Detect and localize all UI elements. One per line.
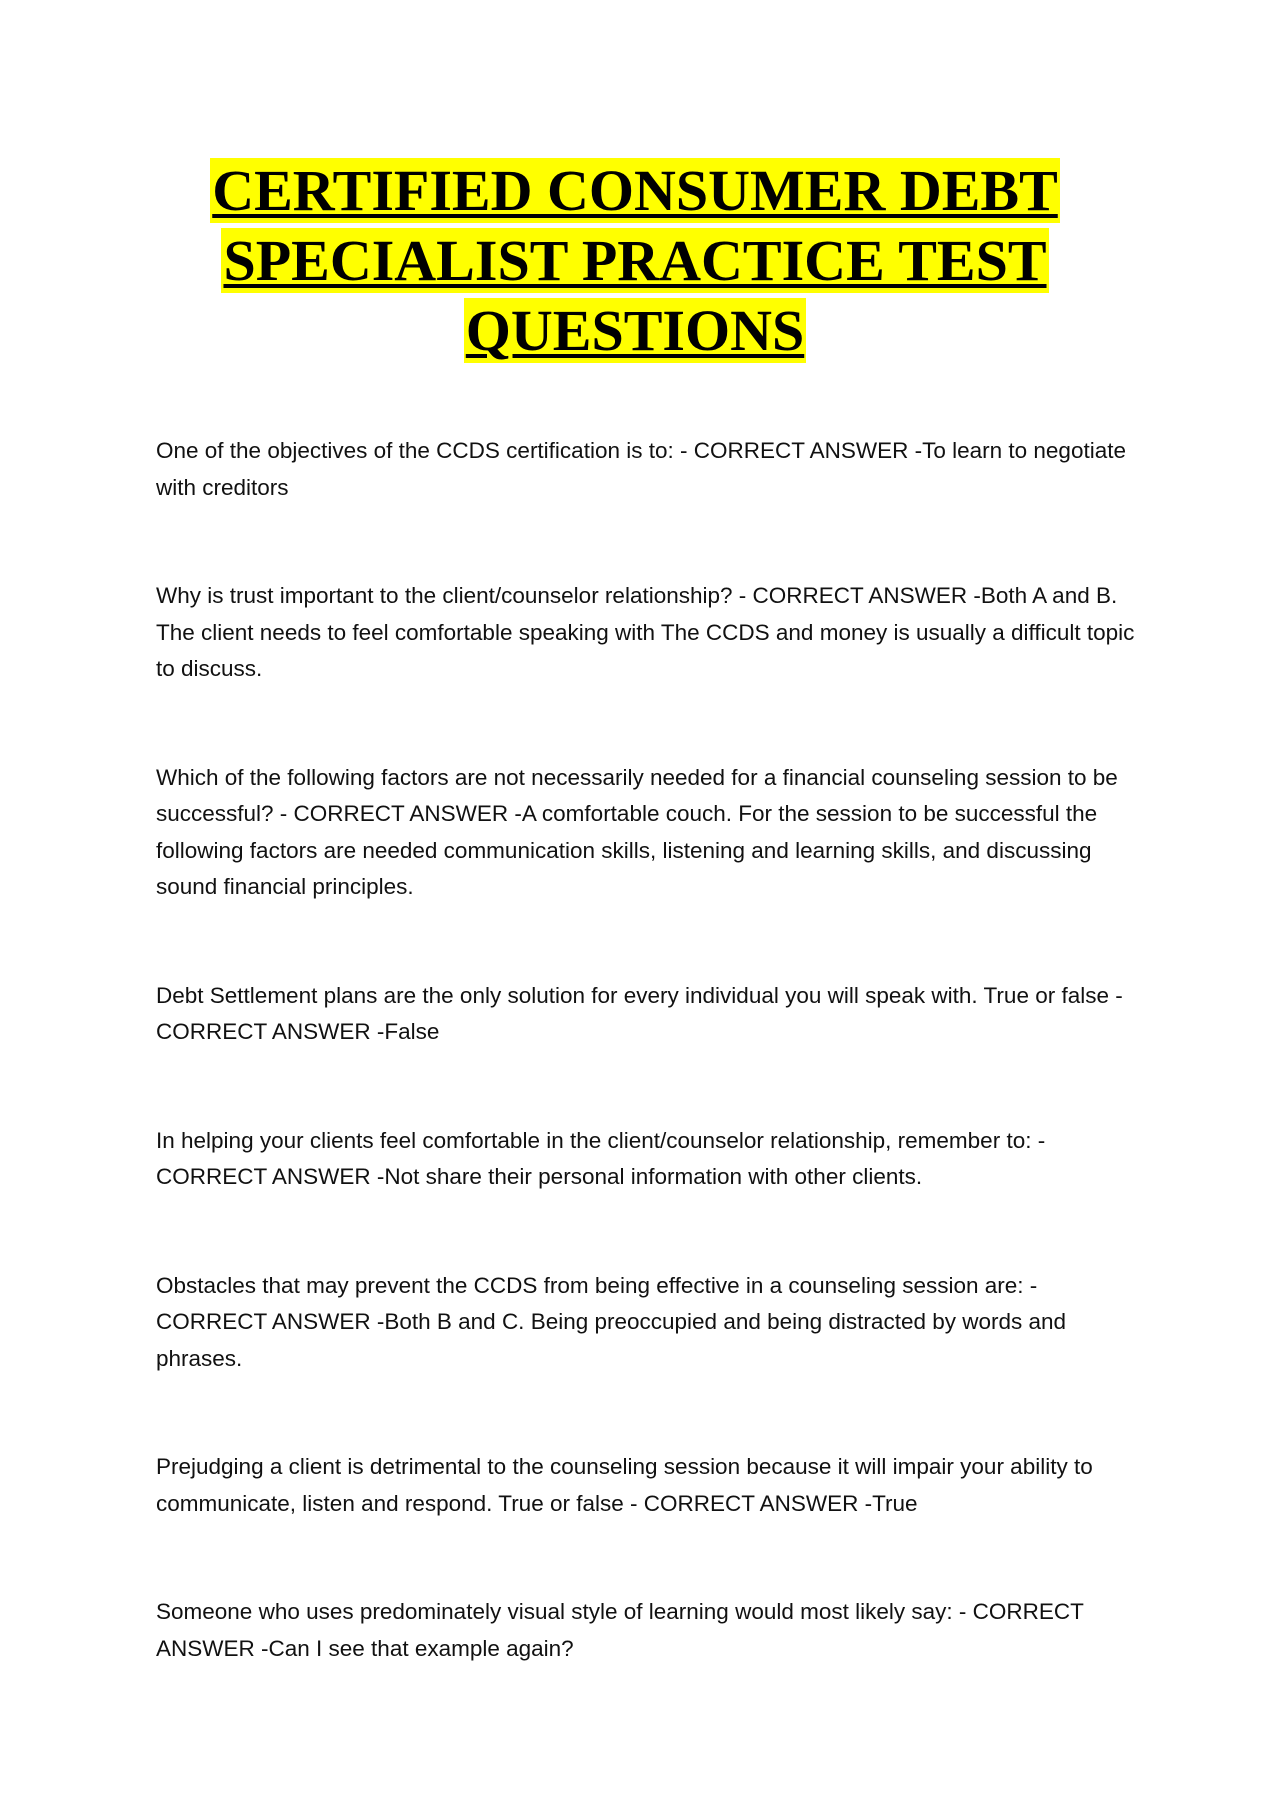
- question-answer-4: Debt Settlement plans are the only solution for every individual you will speak with. True or false - CORRECT ANSWER -False: [156, 982, 1123, 1044]
- question-answer-8: Someone who uses predominately visual style of learning would most likely say: - CORRECT ANSWER -Can I see that example again?: [156, 1599, 1084, 1661]
- question-answer-5: In helping your clients feel comfortable in the client/counselor relationship, remember to: - CORRECT ANSWER -Not share their personal information with other clients.: [156, 1127, 1046, 1189]
- question-answer-6: Obstacles that may prevent the CCDS from being effective in a counseling session are: - CORRECT ANSWER -Both B and C. Being preoccupied and being distracted by words and phrases.: [156, 1272, 1067, 1371]
- question-answer-1: One of the objectives of the CCDS certification is to: - CORRECT ANSWER -To learn to negotiate with creditors: [156, 438, 1126, 500]
- title-line-3: QUESTIONS: [465, 298, 805, 363]
- document-title: [130, 156, 1140, 366]
- question-answer-3: Which of the following factors are not necessarily needed for a financial counseling session to be successful? - CORRECT ANSWER -A comfortable couch. For the session to be successful the following factors are needed communication skills, listening and learning skills, and discussing sound financial principles.: [156, 764, 1118, 899]
- question-answer-list: [156, 433, 1136, 1739]
- question-answer-7: Prejudging a client is detrimental to the counseling session because it will impair your ability to communicate, listen and respond. True or false - CORRECT ANSWER -True: [156, 1454, 1093, 1516]
- title-line-1: CERTIFIED CONSUMER DEBT: [212, 158, 1058, 223]
- question-answer-2: Why is trust important to the client/counselor relationship? - CORRECT ANSWER -Both A and B. The client needs to feel comfortable speaking with The CCDS and money is usually a difficult topic to discuss.: [156, 583, 1135, 681]
- title-line-2: SPECIALIST PRACTICE TEST: [223, 228, 1047, 293]
